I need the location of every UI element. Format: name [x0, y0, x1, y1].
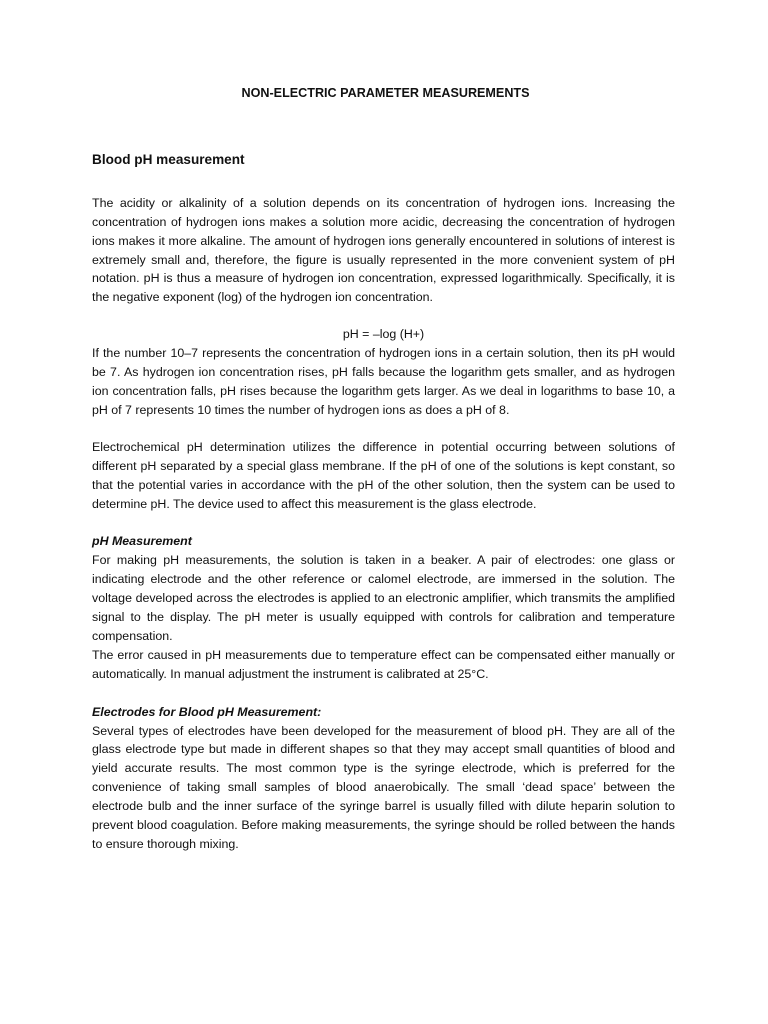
section-heading-blood-ph: Blood pH measurement	[92, 151, 245, 167]
ph-equation: pH = –log (H+)	[342, 327, 425, 342]
document-title: NON-ELECTRIC PARAMETER MEASUREMENTS	[241, 86, 530, 100]
section-heading-ph-measurement: pH Measurement	[92, 534, 192, 549]
paragraph-ph-measurement: For making pH measurements, the solution is taken in a beaker. A pair of electrodes: one glass or indicating electrode and the other reference or calomel electrode, are immersed in the solution. The voltage developed across the electrodes is applied to an electronic amplifier, which transmits the amplified signal to the display. The pH meter is usually equipped with controls for calibration and temperature compensation.	[92, 553, 675, 643]
paragraph-acidity: The acidity or alkalinity of a solution depends on its concentration of hydrogen ions. Increasing the concentration of hydrogen ions makes a solution more acidic, decreasing the concentration of hydrogen ions makes it more alkaline. The amount of hydrogen ions generally encountered in solutions of interest is extremely small and, therefore, the figure is usually represented in the more convenient system of pH notation. pH is thus a measure of hydrogen ion concentration, expressed logarithmically. Specifically, it is the negative exponent (log) of the hydrogen ion concentration.	[92, 195, 675, 305]
paragraph-electrodes: Several types of electrodes have been developed for the measurement of blood pH. They are all of the glass electrode type but made in different shapes so that they may accept small quantities of blood and yield accurate results. The most common type is the syringe electrode, which is preferred for the convenience of taking small samples of blood anaerobically. The small ‘dead space’ between the electrode bulb and the inner surface of the syringe barrel is usually filled with dilute heparin solution to prevent blood coagulation. Before making measurements, the syringe should be rolled between the hands to ensure thorough mixing.	[92, 723, 675, 851]
document-page	[92, 84, 675, 854]
section-heading-electrodes: Electrodes for Blood pH Measurement:	[92, 704, 322, 719]
paragraph-ph-example: If the number 10–7 represents the concentration of hydrogen ions in a certain solution, then its pH would be 7. As hydrogen ion concentration rises, pH falls because the logarithm gets smaller, and as hydrogen ion concentration falls, pH rises because the logarithm gets larger. As we deal in logarithms to base 10, a pH of 7 represents 10 times the number of hydrogen ions as does a pH of 8.	[92, 346, 675, 417]
paragraph-electrochemical: Electrochemical pH determination utilizes the difference in potential occurring between solutions of different pH separated by a special glass membrane. If the pH of one of the solutions is kept constant, so that the potential varies in accordance with the pH of the other solution, then the system can be used to determine pH. The device used to affect this measurement is the glass electrode.	[92, 439, 675, 511]
paragraph-temperature-error: The error caused in pH measurements due to temperature effect can be compensated either manually or automatically. In manual adjustment the instrument is calibrated at 25°C.	[92, 647, 675, 681]
